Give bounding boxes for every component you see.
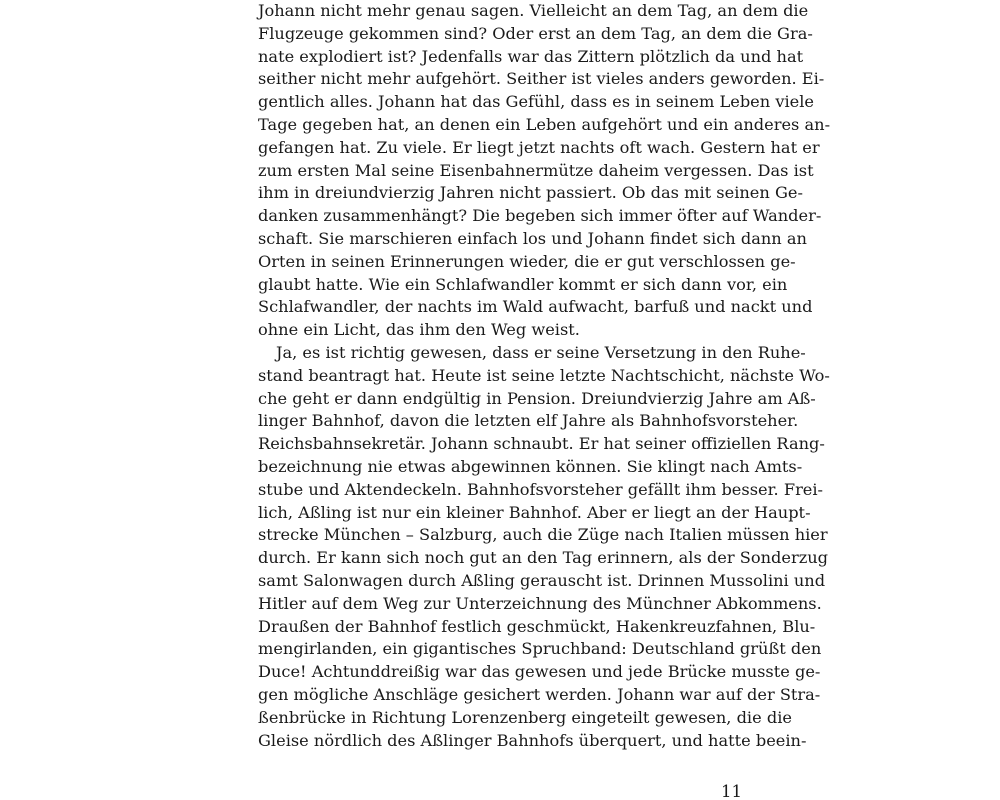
text-line: seither nicht mehr aufgehört. Seither ist vieles anders geworden. Ei-	[258, 69, 825, 89]
text-line: Reichsbahnsekretär. Johann schnaubt. Er hat seiner offiziellen Rang-	[258, 434, 825, 454]
text-line: Hitler auf dem Weg zur Unterzeichnung des Münchner Abkommens.	[258, 593, 822, 613]
text-line: zum ersten Mal seine Eisenbahnermütze daheim vergessen. Das ist	[258, 160, 814, 180]
text-line: lich, Aßling ist nur ein kleiner Bahnhof. Aber er liegt an der Haupt-	[258, 502, 811, 522]
text-line: Orten in seinen Erinnerungen wieder, die er gut verschlossen ge-	[258, 251, 796, 271]
text-line: strecke München – Salzburg, auch die Züge nach Italien müssen hier	[258, 525, 828, 545]
page-number: 11	[721, 782, 742, 800]
text-line: Ja, es ist richtig gewesen, dass er seine Versetzung in den Ruhe-	[276, 342, 806, 362]
text-line: Johann nicht mehr genau sagen. Vielleicht an dem Tag, an dem die	[258, 1, 809, 20]
text-line: nate explodiert ist? Jedenfalls war das Zittern plötzlich da und hat	[258, 46, 804, 66]
text-line: Flugzeuge gekommen sind? Oder erst an dem Tag, an dem die Gra-	[258, 23, 813, 43]
text-line: mengirlanden, ein gigantisches Spruchband: Deutschland grüßt den	[258, 639, 822, 659]
text-line: linger Bahnhof, davon die letzten elf Jahre als Bahnhofsvorsteher.	[258, 411, 799, 431]
paragraph	[258, 342, 830, 752]
text-line: danken zusammenhängt? Die begeben sich immer öfter auf Wander-	[258, 206, 822, 226]
text-line: ohne ein Licht, das ihm den Weg weist.	[258, 320, 580, 340]
text-line: ßenbrücke in Richtung Lorenzenberg eingeteilt gewesen, die die	[258, 707, 792, 727]
text-line: gefangen hat. Zu viele. Er liegt jetzt nachts oft wach. Gestern hat er	[258, 137, 820, 157]
text-line: gentlich alles. Johann hat das Gefühl, dass es in seinem Leben viele	[258, 92, 814, 112]
text-line: glaubt hatte. Wie ein Schlafwandler kommt er sich dann vor, ein	[258, 274, 788, 294]
text-line: stand beantragt hat. Heute ist seine letzte Nachtschicht, nächste Wo-	[258, 365, 830, 385]
paragraph	[258, 0, 831, 342]
text-line: Gleise nördlich des Aßlinger Bahnhofs überquert, und hatte beein-	[258, 730, 807, 750]
text-line: gen mögliche Anschläge gesichert werden. Johann war auf der Stra-	[258, 684, 821, 704]
text-line: ihm in dreiundvierzig Jahren nicht passiert. Ob das mit seinen Ge-	[258, 183, 803, 203]
text-line: Schlafwandler, der nachts im Wald aufwacht, barfuß und nackt und	[258, 297, 813, 317]
text-line: stube und Aktendeckeln. Bahnhofsvorsteher gefällt ihm besser. Frei-	[258, 479, 824, 499]
text-line: Duce! Achtunddreißig war das gewesen und jede Brücke musste ge-	[258, 662, 821, 682]
text-line: schaft. Sie marschieren einfach los und Johann findet sich dann an	[258, 228, 807, 248]
text-line: samt Salonwagen durch Aßling gerauscht ist. Drinnen Mussolini und	[258, 570, 826, 590]
body-text	[258, 0, 831, 752]
text-line: durch. Er kann sich noch gut an den Tag erinnern, als der Sonderzug	[258, 548, 829, 568]
text-line: che geht er dann endgültig in Pension. Dreiundvierzig Jahre am Aß-	[258, 388, 816, 408]
text-line: bezeichnung nie etwas abgewinnen können. Sie klingt nach Amts-	[258, 456, 803, 476]
text-line: Draußen der Bahnhof festlich geschmückt, Hakenkreuzfahnen, Blu-	[258, 616, 816, 636]
text-line: Tage gegeben hat, an denen ein Leben aufgehört und ein anderes an-	[258, 114, 831, 134]
